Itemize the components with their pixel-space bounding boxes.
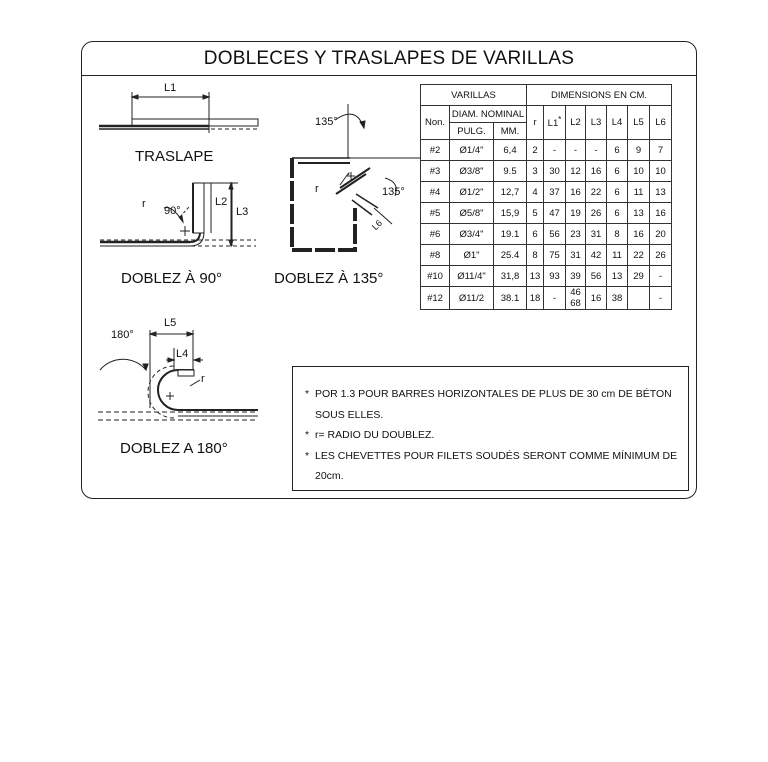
doblez135-drawing <box>292 104 420 250</box>
varillas-header: VARILLAS <box>421 85 527 106</box>
doblez180-drawing <box>98 330 258 420</box>
note-bullet: * <box>305 429 310 441</box>
table-cell: 6 <box>607 161 628 182</box>
doblez90-angle-label: 90° <box>164 205 181 217</box>
table-cell: 5 <box>527 203 544 224</box>
table-cell: #3 <box>421 161 450 182</box>
table-cell: - <box>544 140 566 161</box>
diam-nominal-header: DIAM. NOMINAL <box>450 106 527 123</box>
table-cell: 15,9 <box>494 203 527 224</box>
table-cell: 37 <box>544 182 566 203</box>
table-cell: 11 <box>628 182 650 203</box>
table-cell: 2 <box>527 140 544 161</box>
table-cell: 56 <box>544 224 566 245</box>
l1-header: L1* <box>544 106 566 140</box>
table-cell: 8 <box>527 245 544 266</box>
table-cell: 16 <box>586 287 607 310</box>
table-row <box>421 287 672 310</box>
note-item <box>305 384 678 425</box>
doblez180-radius-label: r <box>201 373 205 385</box>
doblez90-caption: DOBLEZ À 90° <box>121 270 223 287</box>
table-cell: #4 <box>421 182 450 203</box>
table-cell: 6,4 <box>494 140 527 161</box>
sheet-title: DOBLECES Y TRASLAPES DE VARILLAS <box>82 42 696 76</box>
table-cell: 18 <box>527 287 544 310</box>
table-cell: - <box>566 140 586 161</box>
table-row <box>421 245 672 266</box>
table-cell: 25.4 <box>494 245 527 266</box>
table-row <box>421 203 672 224</box>
table-cell: #6 <box>421 224 450 245</box>
table-cell: 22 <box>628 245 650 266</box>
table-cell: 47 <box>544 203 566 224</box>
table-cell: 75 <box>544 245 566 266</box>
pulg-header: PULG. <box>450 123 494 140</box>
l3-header: L3 <box>586 106 607 140</box>
doblez135-radius-label: r <box>315 183 319 195</box>
table-cell: 26 <box>650 245 672 266</box>
table-cell: #10 <box>421 266 450 287</box>
note-text: POR 1.3 POUR BARRES HORIZONTALES DE PLUS DE 30 cm DE BÉTON SOUS ELLES. <box>315 388 672 421</box>
table-cell: 31 <box>586 224 607 245</box>
notes-box <box>292 366 689 491</box>
table-group-header-row <box>421 85 672 106</box>
table-cell: 39 <box>566 266 586 287</box>
traslape-l1-label: L1 <box>164 82 177 94</box>
doblez135-angle-top-label: 135° <box>315 116 338 128</box>
table-cell: 38.1 <box>494 287 527 310</box>
l4-header: L4 <box>607 106 628 140</box>
doblez180-l4-label: L4 <box>176 348 189 360</box>
table-cell: 11 <box>607 245 628 266</box>
table-cell: 20 <box>650 224 672 245</box>
table-cell: #8 <box>421 245 450 266</box>
table-cell: 16 <box>566 182 586 203</box>
table-cell: 31 <box>566 245 586 266</box>
table-subheader-row <box>421 106 672 123</box>
table-row <box>421 224 672 245</box>
table-cell: 12,7 <box>494 182 527 203</box>
table-cell: 3 <box>527 161 544 182</box>
table-cell: 29 <box>628 266 650 287</box>
doblez180-caption: DOBLEZ A 180° <box>120 440 228 457</box>
table-cell: 4 <box>527 182 544 203</box>
table-cell: 6 <box>607 182 628 203</box>
table-row <box>421 182 672 203</box>
table-cell: Ø3/4" <box>450 224 494 245</box>
table-cell: 46 68 <box>566 287 586 310</box>
table-cell: 19 <box>566 203 586 224</box>
table-cell: Ø5/8" <box>450 203 494 224</box>
table-cell: 6 <box>527 224 544 245</box>
table-cell: 10 <box>628 161 650 182</box>
table-cell: - <box>544 287 566 310</box>
dimensions-header: DIMENSIONS EN CM. <box>527 85 672 106</box>
table-row <box>421 266 672 287</box>
table-cell: 13 <box>527 266 544 287</box>
table-cell: 22 <box>586 182 607 203</box>
doblez180-l5-label: L5 <box>164 317 177 329</box>
non-header: Non. <box>421 106 450 140</box>
doblez135-angle-right-label: 135° <box>382 186 405 198</box>
table-cell: 16 <box>628 224 650 245</box>
note-bullet: * <box>305 388 310 400</box>
table-cell: 56 <box>586 266 607 287</box>
table-cell: Ø11/4" <box>450 266 494 287</box>
table-cell: 30 <box>544 161 566 182</box>
table-cell: 93 <box>544 266 566 287</box>
table-cell: 16 <box>650 203 672 224</box>
traslape-drawing <box>99 92 258 133</box>
table-cell: Ø3/8" <box>450 161 494 182</box>
table-row <box>421 140 672 161</box>
l6-header: L6 <box>650 106 672 140</box>
table-cell: 42 <box>586 245 607 266</box>
note-bullet: * <box>305 449 310 462</box>
table-cell: 6 <box>607 140 628 161</box>
table-cell: Ø1/4" <box>450 140 494 161</box>
mm-header: MM. <box>494 123 527 140</box>
table-cell <box>628 287 650 310</box>
doblez90-l3-label: L3 <box>236 206 249 218</box>
table-cell: 19.1 <box>494 224 527 245</box>
r-header: r <box>527 106 544 140</box>
l5-header: L5 <box>628 106 650 140</box>
rebar-dimensions-table <box>420 84 672 310</box>
note-item <box>305 425 678 446</box>
table-cell: 31,8 <box>494 266 527 287</box>
table-cell: 8 <box>607 224 628 245</box>
table-cell: 7 <box>650 140 672 161</box>
table-cell: 23 <box>566 224 586 245</box>
table-cell: 6 <box>607 203 628 224</box>
l2-header: L2 <box>566 106 586 140</box>
table-cell: Ø1/2" <box>450 182 494 203</box>
doblez180-angle-label: 180° <box>111 329 134 341</box>
table-cell: 13 <box>650 182 672 203</box>
table-cell: #5 <box>421 203 450 224</box>
table-body <box>421 140 672 310</box>
table-cell: 16 <box>586 161 607 182</box>
doblez90-radius-label: r <box>142 198 146 210</box>
table-cell: 10 <box>650 161 672 182</box>
table-row <box>421 161 672 182</box>
doblez90-l2-label: L2 <box>215 196 228 208</box>
table-cell: - <box>650 266 672 287</box>
traslape-caption: TRASLAPE <box>135 148 214 165</box>
table-cell: 13 <box>607 266 628 287</box>
note-text: LES CHEVETTES POUR FILETS SOUDÉS SERONT COMME MÍNIMUM DE 20cm. <box>315 449 678 482</box>
doblez135-l6-label: L6 <box>369 217 385 233</box>
doblez135-caption: DOBLEZ À 135° <box>274 270 384 287</box>
table-cell: - <box>650 287 672 310</box>
table-cell: 9 <box>628 140 650 161</box>
table-cell: 38 <box>607 287 628 310</box>
table-cell: 13 <box>628 203 650 224</box>
table-cell: #2 <box>421 140 450 161</box>
table-cell: Ø1" <box>450 245 494 266</box>
table-cell: Ø11/2 <box>450 287 494 310</box>
table-cell: - <box>586 140 607 161</box>
note-item <box>305 446 678 487</box>
table-cell: 12 <box>566 161 586 182</box>
table-cell: 9.5 <box>494 161 527 182</box>
table-cell: #12 <box>421 287 450 310</box>
table-cell: 26 <box>586 203 607 224</box>
note-text: r= RADIO DU DOUBLEZ. <box>315 429 435 441</box>
